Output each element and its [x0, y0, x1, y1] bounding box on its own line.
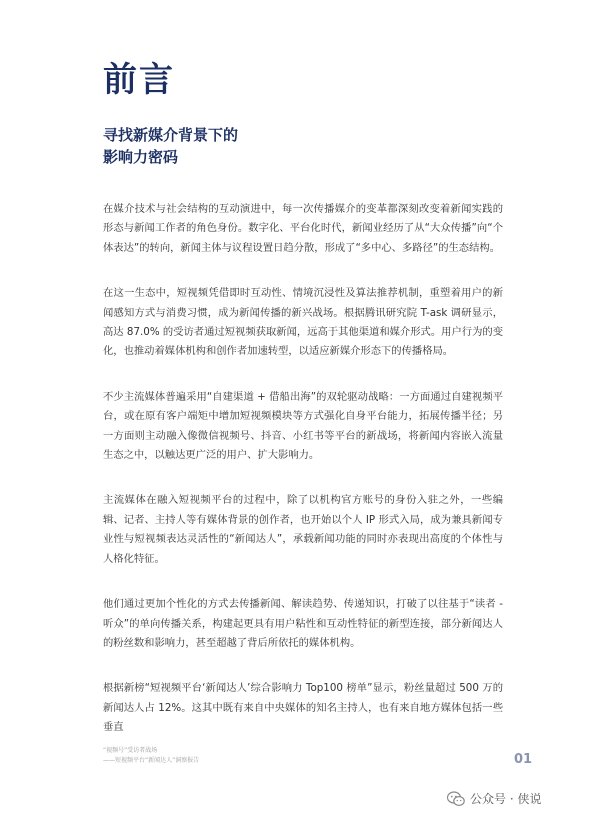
footer-line-2: ——短视频平台“新闻达人”洞察报告 [103, 757, 200, 764]
paragraph-2: 在这一生态中，短视频凭借即时互动性、情境沉浸性及算法推荐机制，重塑着用户的新闻感知方式与消费习惯，成为新闻传播的新兴战场。根据腾讯研究院 T-ask 调研显示，高达 87.0% 的受访者通过短视频获取新闻，远高于其他渠道和媒介形式。用户行为的变化，也推动着媒体机构和创作者加速转型，以适应新媒介形态下的传播格局。 [103, 287, 503, 358]
footer-report-title [103, 746, 199, 766]
section-subtitle [103, 124, 238, 168]
paragraph-4: 主流媒体在融入短视频平台的过程中，除了以机构官方账号的身份入驻之外，一些编辑、记者、主持人等有媒体背景的创作者，也开始以个人 IP 形式入局，成为兼具新闻专业性与短视频表达灵活性的“新闻达人”，承载新闻功能的同时亦表现出高度的个体性与人格化特征。 [103, 494, 503, 565]
paragraph-1: 在媒介技术与社会结构的互动演进中，每一次传播媒介的变革都深刻改变着新闻实践的形态与新闻工作者的角色身份。数字化、平台化时代，新闻业经历了从“大众传播”向“个体表达”的转向，新闻主体与议程设置日趋分散，形成了“多中心、多路径”的生态结构。 [103, 203, 503, 254]
paragraph-3: 不少主流媒体普遍采用“自建渠道 + 借船出海”的双轮驱动战略：一方面通过自建视频平台，或在原有客户端矩中增加短视频模块等方式强化自身平台能力，拓展传播半径；另一方面则主动融入像微信视频号、抖音、小红书等平台的新战场，将新闻内容嵌入流量生态之中，以触达更广泛的用户、扩大影响力。 [103, 390, 503, 462]
wechat-watermark [447, 790, 541, 807]
body-text [103, 200, 503, 764]
page-title: 前言 [103, 60, 175, 100]
footer-line-1: “视频号”受访者战场 [103, 747, 158, 754]
paragraph-5: 他们通过更加个性化的方式去传播新闻、解读趋势、传递知识，打破了以往基于“读者 - 听众”的单向传播关系，构建起更具有用户粘性和互动性特征的新型连接，部分新闻达人的粉丝数和影响力，甚至超越了背后所依托的媒体机构。 [103, 598, 503, 649]
subtitle-line-2: 影响力密码 [103, 148, 179, 166]
page-number: 01 [514, 752, 533, 767]
subtitle-line-1: 寻找新媒介背景下的 [103, 126, 239, 144]
wechat-icon [447, 791, 465, 807]
paragraph-6: 根据新榜“短视频平台‘新闻达人’综合影响力 Top100 榜单”显示，粉丝量超过 500 万的新闻达人占 12%。这其中既有来自中央媒体的知名主持人，也有来自地方媒体包括一些垂直 [103, 682, 503, 734]
watermark-text: 公众号 · 侠说 [470, 792, 542, 806]
